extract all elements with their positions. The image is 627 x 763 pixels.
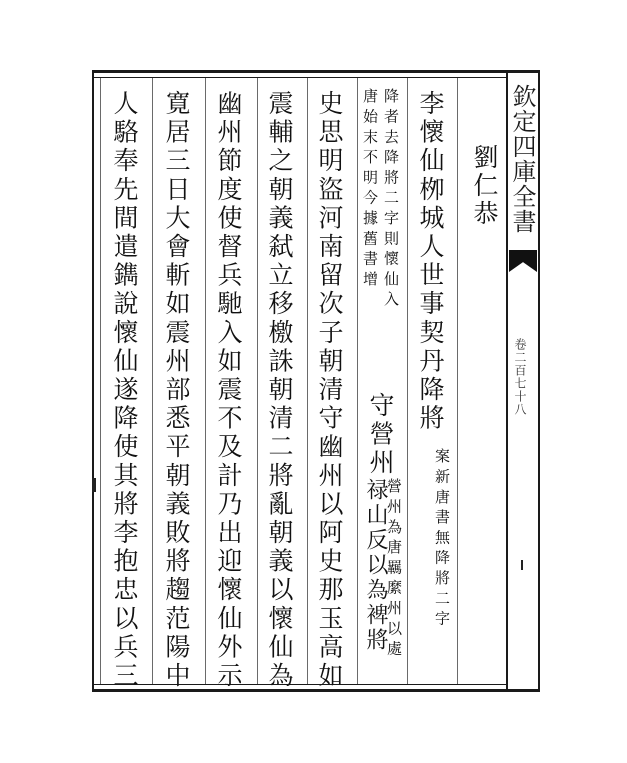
- book-title-margin: 欽定四庫全書: [508, 84, 536, 234]
- text-column-2: 李懷仙栁城人世事契丹降將: [416, 90, 445, 434]
- column-divider: [152, 78, 153, 684]
- fishtail-mark-icon: [509, 250, 537, 272]
- text-note-3c: 營州為唐羈縻州以處: [385, 478, 403, 661]
- column-divider: [205, 78, 206, 684]
- column-divider: [407, 78, 408, 684]
- column-divider: [357, 78, 358, 684]
- frame-top-rule: [92, 70, 540, 73]
- ink-blemish: [92, 478, 96, 492]
- column-divider: [257, 78, 258, 684]
- column-divider: [457, 78, 458, 684]
- frame-right-rule: [538, 70, 540, 692]
- text-note-3a: 降者去降將二字則懷仙入: [382, 88, 400, 312]
- text-column-3-tail: 禄山反以為裨將: [363, 478, 388, 653]
- frame-bottom-inner-rule: [92, 684, 507, 685]
- text-note-3b: 唐始末不明今據舊書增: [361, 88, 379, 291]
- volume-number: 卷二百七十八: [513, 338, 527, 416]
- section-heading: 劉仁恭: [470, 144, 499, 228]
- frame-left-rule: [92, 70, 94, 692]
- text-column-6: 幽州節度使督兵馳入如震不及計乃出迎懷仙外示: [214, 90, 243, 691]
- text-column-8: 人駱奉先間遣鐫說懷仙遂降使其將李抱忠以兵三: [110, 90, 139, 691]
- ink-blemish: [521, 560, 523, 570]
- frame-top-inner-rule: [92, 77, 507, 78]
- text-column-7: 寛居三日大會斬如震州部悉平朝義敗將趨范陽中: [162, 90, 191, 691]
- column-divider: [100, 78, 101, 684]
- text-note-2: 案新唐書無降將二字: [433, 448, 451, 631]
- column-divider: [307, 78, 308, 684]
- text-column-4: 史思明盜河南留次子朝清守幽州以阿史那玉高如: [315, 90, 344, 691]
- text-column-3-main: 守營州: [366, 392, 395, 478]
- text-column-5: 震輔之朝義弑立移檄誅朝清二將亂朝義以懷仙為: [265, 90, 294, 691]
